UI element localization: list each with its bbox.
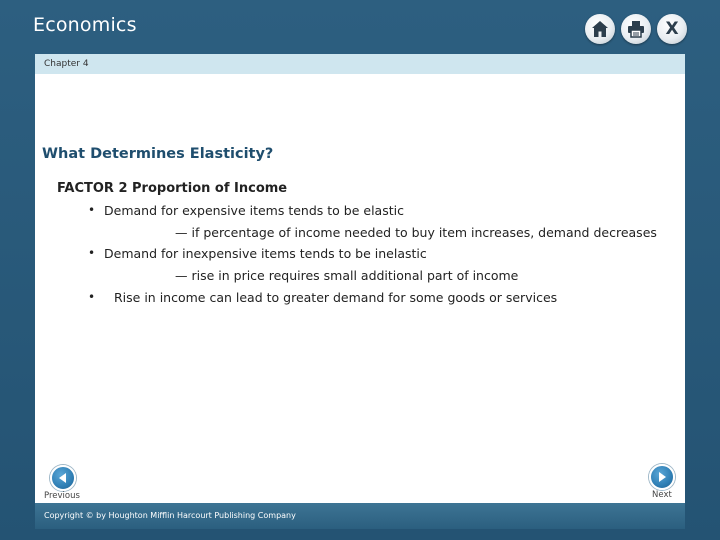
footer-bar xyxy=(35,503,685,529)
sub-line: — if percentage of income needed to buy item increases, demand decreases xyxy=(175,225,657,240)
slide-title: What Determines Elasticity? xyxy=(42,146,274,162)
factor-heading: FACTOR 2 Proportion of Income xyxy=(57,181,288,196)
close-icon: X xyxy=(665,19,679,39)
sub-line: — rise in price requires small additional part of income xyxy=(175,268,519,283)
home-icon xyxy=(590,19,610,39)
bullet-marker: • xyxy=(88,246,96,260)
bullet-line: Rise in income can lead to greater demand for some goods or services xyxy=(114,290,558,305)
bullet-marker: • xyxy=(88,203,96,217)
app-title: Economics xyxy=(33,14,137,36)
home-button[interactable] xyxy=(585,14,615,44)
bullet-line: Demand for expensive items tends to be elastic xyxy=(104,203,404,218)
copyright-text: Copyright © by Houghton Mifflin Harcourt Publishing Company xyxy=(44,511,296,520)
slide-frame xyxy=(35,54,685,529)
chapter-label: Chapter 4 xyxy=(44,59,89,69)
chapter-bar xyxy=(35,54,685,74)
next-button[interactable] xyxy=(649,464,675,490)
previous-label[interactable]: Previous xyxy=(44,491,80,501)
close-button[interactable] xyxy=(657,14,687,44)
arrow-right-icon xyxy=(656,471,668,483)
bullet-line: Demand for inexpensive items tends to be inelastic xyxy=(104,246,427,261)
print-button[interactable] xyxy=(621,14,651,44)
arrow-left-icon xyxy=(57,472,69,484)
print-icon xyxy=(626,19,646,39)
previous-button[interactable] xyxy=(50,465,76,491)
next-label[interactable]: Next xyxy=(652,490,672,500)
bullet-marker: • xyxy=(88,290,96,304)
